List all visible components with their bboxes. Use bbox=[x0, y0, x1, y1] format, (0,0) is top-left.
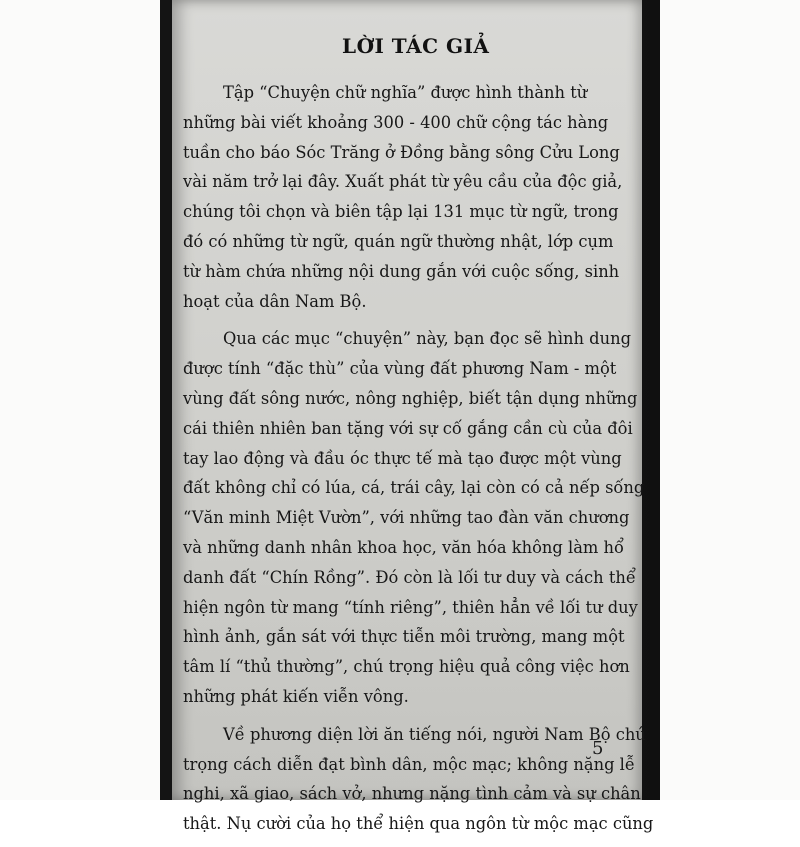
paragraph-3 bbox=[183, 720, 654, 839]
text-line: tuần cho báo Sóc Trăng ở Đồng bằng sông Cửu Long bbox=[183, 142, 620, 162]
page-title: LỜI TÁC GIẢ bbox=[342, 34, 490, 58]
text-line: hoạt của dân Nam Bộ. bbox=[183, 291, 367, 311]
text-line: hình ảnh, gắn sát với thực tiễn môi trường, mang một bbox=[183, 627, 625, 647]
page-number: 5 bbox=[592, 738, 604, 759]
text-line: trọng cách diễn đạt bình dân, mộc mạc; không nặng lễ bbox=[183, 754, 635, 774]
text-line: vài năm trở lại đây. Xuất phát từ yêu cầu của độc giả, bbox=[183, 172, 623, 192]
text-line: những bài viết khoảng 300 - 400 chữ cộng tác hàng bbox=[183, 112, 609, 132]
paragraph-1 bbox=[183, 78, 628, 316]
text-line: được tính “đặc thù” của vùng đất phương Nam - một bbox=[183, 359, 617, 379]
text-line: “Văn minh Miệt Vườn”, với những tao đàn văn chương bbox=[183, 508, 630, 528]
text-line: từ hàm chứa những nội dung gắn với cuộc sống, sinh bbox=[183, 261, 620, 281]
text-line: tâm lí “thủ thường”, chú trọng hiệu quả công việc hơn bbox=[183, 657, 630, 677]
book-page bbox=[172, 0, 654, 834]
text-line: danh đất “Chín Rồng”. Đó còn là lối tư duy và cách thể bbox=[183, 567, 636, 587]
text-line: thật. Nụ cười của họ thể hiện qua ngôn từ mộc mạc cũng bbox=[183, 814, 654, 834]
text-line: hiện ngôn từ mang “tính riêng”, thiên hẳn về lối tư duy bbox=[183, 597, 638, 617]
text-line: và những danh nhân khoa học, văn hóa không làm hổ bbox=[183, 537, 624, 557]
text-line: những phát kiến viễn vông. bbox=[183, 686, 409, 706]
text-line: tay lao động và đầu óc thực tế mà tạo được một vùng bbox=[183, 448, 622, 468]
text-line: Qua các mục “chuyện” này, bạn đọc sẽ hình dung bbox=[223, 329, 631, 349]
text-line: cái thiên nhiên ban tặng với sự cố gắng cần cù của đôi bbox=[183, 418, 633, 438]
text-line: đất không chỉ có lúa, cá, trái cây, lại còn có cả nếp sống bbox=[183, 478, 645, 498]
text-line: chúng tôi chọn và biên tập lại 131 mục từ ngữ, trong bbox=[183, 202, 619, 222]
text-line: Tập “Chuyện chữ nghĩa” được hình thành từ bbox=[223, 83, 588, 102]
text-line: Về phương diện lời ăn tiếng nói, người Nam Bộ chú bbox=[223, 724, 646, 744]
body-text bbox=[183, 78, 654, 847]
paragraph-2 bbox=[183, 324, 645, 711]
text-line: nghi, xã giao, sách vở, nhưng nặng tình cảm và sự chân bbox=[183, 784, 641, 804]
text-line: đó có những từ ngữ, quán ngữ thường nhật, lớp cụm bbox=[183, 231, 614, 251]
text-line: vùng đất sông nước, nông nghiệp, biết tận dụng những bbox=[183, 388, 638, 408]
